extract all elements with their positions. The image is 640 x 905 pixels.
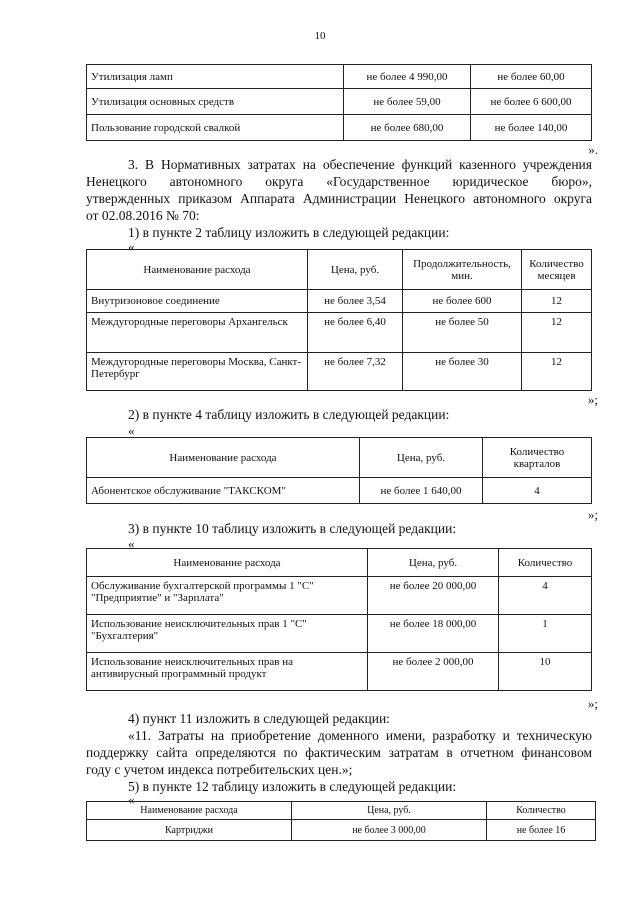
cell-price: не более 20 000,00 (368, 577, 499, 615)
col-header-qty: Количество месяцев (522, 250, 592, 290)
cell-price: не более 59,00 (344, 89, 471, 115)
col-header-qty: Количество кварталов (483, 438, 592, 478)
col-header-qty: Количество (487, 802, 596, 820)
col-header-price: Цена, руб. (292, 802, 487, 820)
item3-intro: 3) в пункте 10 таблицу изложить в следующей редакции: (128, 521, 457, 536)
cell-value: не более 140,00 (471, 115, 592, 141)
cell-qty: 12 (522, 290, 592, 313)
item5-open-quote: « (128, 792, 135, 807)
item1-open-quote: « (128, 239, 135, 254)
col-header-qty: Количество (499, 549, 592, 577)
table-phone-costs (86, 249, 592, 391)
table-header (87, 549, 592, 577)
cell-name: Пользование городской свалкой (87, 115, 344, 141)
col-header-price: Цена, руб. (360, 438, 483, 478)
item2-closing-quote: »; (587, 507, 598, 522)
table-cartridge-costs (86, 801, 596, 841)
cell-price: не более 3 000,00 (292, 820, 487, 841)
cell-name: Внутризоновое соединение (87, 290, 308, 313)
cell-qty: 4 (483, 478, 592, 504)
cell-name: Использование неисключительных прав 1 "С" "Бухгалтерия" (87, 615, 368, 653)
cell-name: Утилизация основных средств (87, 89, 344, 115)
cell-qty: 12 (522, 313, 592, 353)
table-row (87, 577, 592, 615)
table-row (87, 615, 592, 653)
section3-line4: от 02.08.2016 № 70: (86, 208, 200, 223)
item4-line3: году с учетом индекса потребительских цен.»; (86, 762, 353, 777)
cell-price: не более 3,54 (308, 290, 403, 313)
cell-name: Междугородные переговоры Архангельск (87, 313, 308, 353)
cell-name: Утилизация ламп (87, 65, 344, 89)
cell-name: Абонентское обслуживание "ТАКСКОМ" (87, 478, 360, 504)
cell-name: Обслуживание бухгалтерской программы 1 "С" "Предприятие" и "Зарплата" (87, 577, 368, 615)
table-row (87, 115, 592, 141)
col-header-price: Цена, руб. (308, 250, 403, 290)
item2-open-quote: « (128, 423, 135, 438)
table-row (87, 820, 596, 841)
item3-open-quote: « (128, 536, 135, 551)
cell-value: не более 60,00 (471, 65, 592, 89)
cell-price: не более 1 640,00 (360, 478, 483, 504)
table-row (87, 290, 592, 313)
item3-closing-quote: »; (587, 696, 598, 711)
section3-line3: утвержденных приказом Аппарата Администрации Ненецкого автономного округа (86, 191, 592, 206)
table-header (87, 802, 596, 820)
table-row (87, 89, 592, 115)
cell-value: не более 6 600,00 (471, 89, 592, 115)
cell-name: Использование неисключительных прав на антивирусный программный продукт (87, 653, 368, 691)
table-header (87, 438, 592, 478)
cell-price: не более 7,32 (308, 353, 403, 391)
table-row (87, 478, 592, 504)
table-accounting-software-costs (86, 548, 592, 691)
section3-line2: Ненецкого автономного округа «Государственное юридическое бюро», (86, 174, 592, 189)
table-closing-quote: ». (588, 142, 598, 157)
cell-duration: не более 50 (403, 313, 522, 353)
table-row (87, 653, 592, 691)
col-header-name: Наименование расхода (87, 802, 292, 820)
cell-qty: 12 (522, 353, 592, 391)
cell-duration: не более 30 (403, 353, 522, 391)
table-subscription-costs (86, 437, 592, 504)
item2-intro: 2) в пункте 4 таблицу изложить в следующей редакции: (128, 407, 450, 422)
item1-intro: 1) в пункте 2 таблицу изложить в следующей редакции: (128, 225, 450, 240)
table-row (87, 65, 592, 89)
item1-closing-quote: »; (587, 392, 598, 407)
cell-qty: 10 (499, 653, 592, 691)
cell-price: не более 680,00 (344, 115, 471, 141)
cell-qty: 4 (499, 577, 592, 615)
cell-price: не более 6,40 (308, 313, 403, 353)
cell-qty: не более 16 (487, 820, 596, 841)
col-header-price: Цена, руб. (368, 549, 499, 577)
cell-qty: 1 (499, 615, 592, 653)
cell-name: Картриджи (87, 820, 292, 841)
cell-name: Междугородные переговоры Москва, Санкт-Петербург (87, 353, 308, 391)
table-disposal-costs (86, 64, 592, 141)
item4-intro: 4) пункт 11 изложить в следующей редакции: (128, 711, 390, 726)
table-header (87, 250, 592, 290)
cell-price: не более 18 000,00 (368, 615, 499, 653)
cell-price: не более 4 990,00 (344, 65, 471, 89)
item4-line2: поддержку сайта определяются по фактическим затратам в отчетном финансовом (86, 745, 592, 760)
col-header-name: Наименование расхода (87, 250, 308, 290)
item5-intro: 5) в пункте 12 таблицу изложить в следующей редакции: (128, 779, 457, 794)
item4-line1: «11. Затраты на приобретение доменного имени, разработку и техническую (128, 728, 592, 743)
table-row (87, 353, 592, 391)
section3-line1: 3. В Нормативных затратах на обеспечение функций казенного учреждения (128, 157, 592, 172)
cell-duration: не более 600 (403, 290, 522, 313)
page-number: 10 (314, 30, 326, 42)
col-header-name: Наименование расхода (87, 549, 368, 577)
cell-price: не более 2 000,00 (368, 653, 499, 691)
col-header-name: Наименование расхода (87, 438, 360, 478)
col-header-duration: Продолжительность, мин. (403, 250, 522, 290)
table-row (87, 313, 592, 353)
